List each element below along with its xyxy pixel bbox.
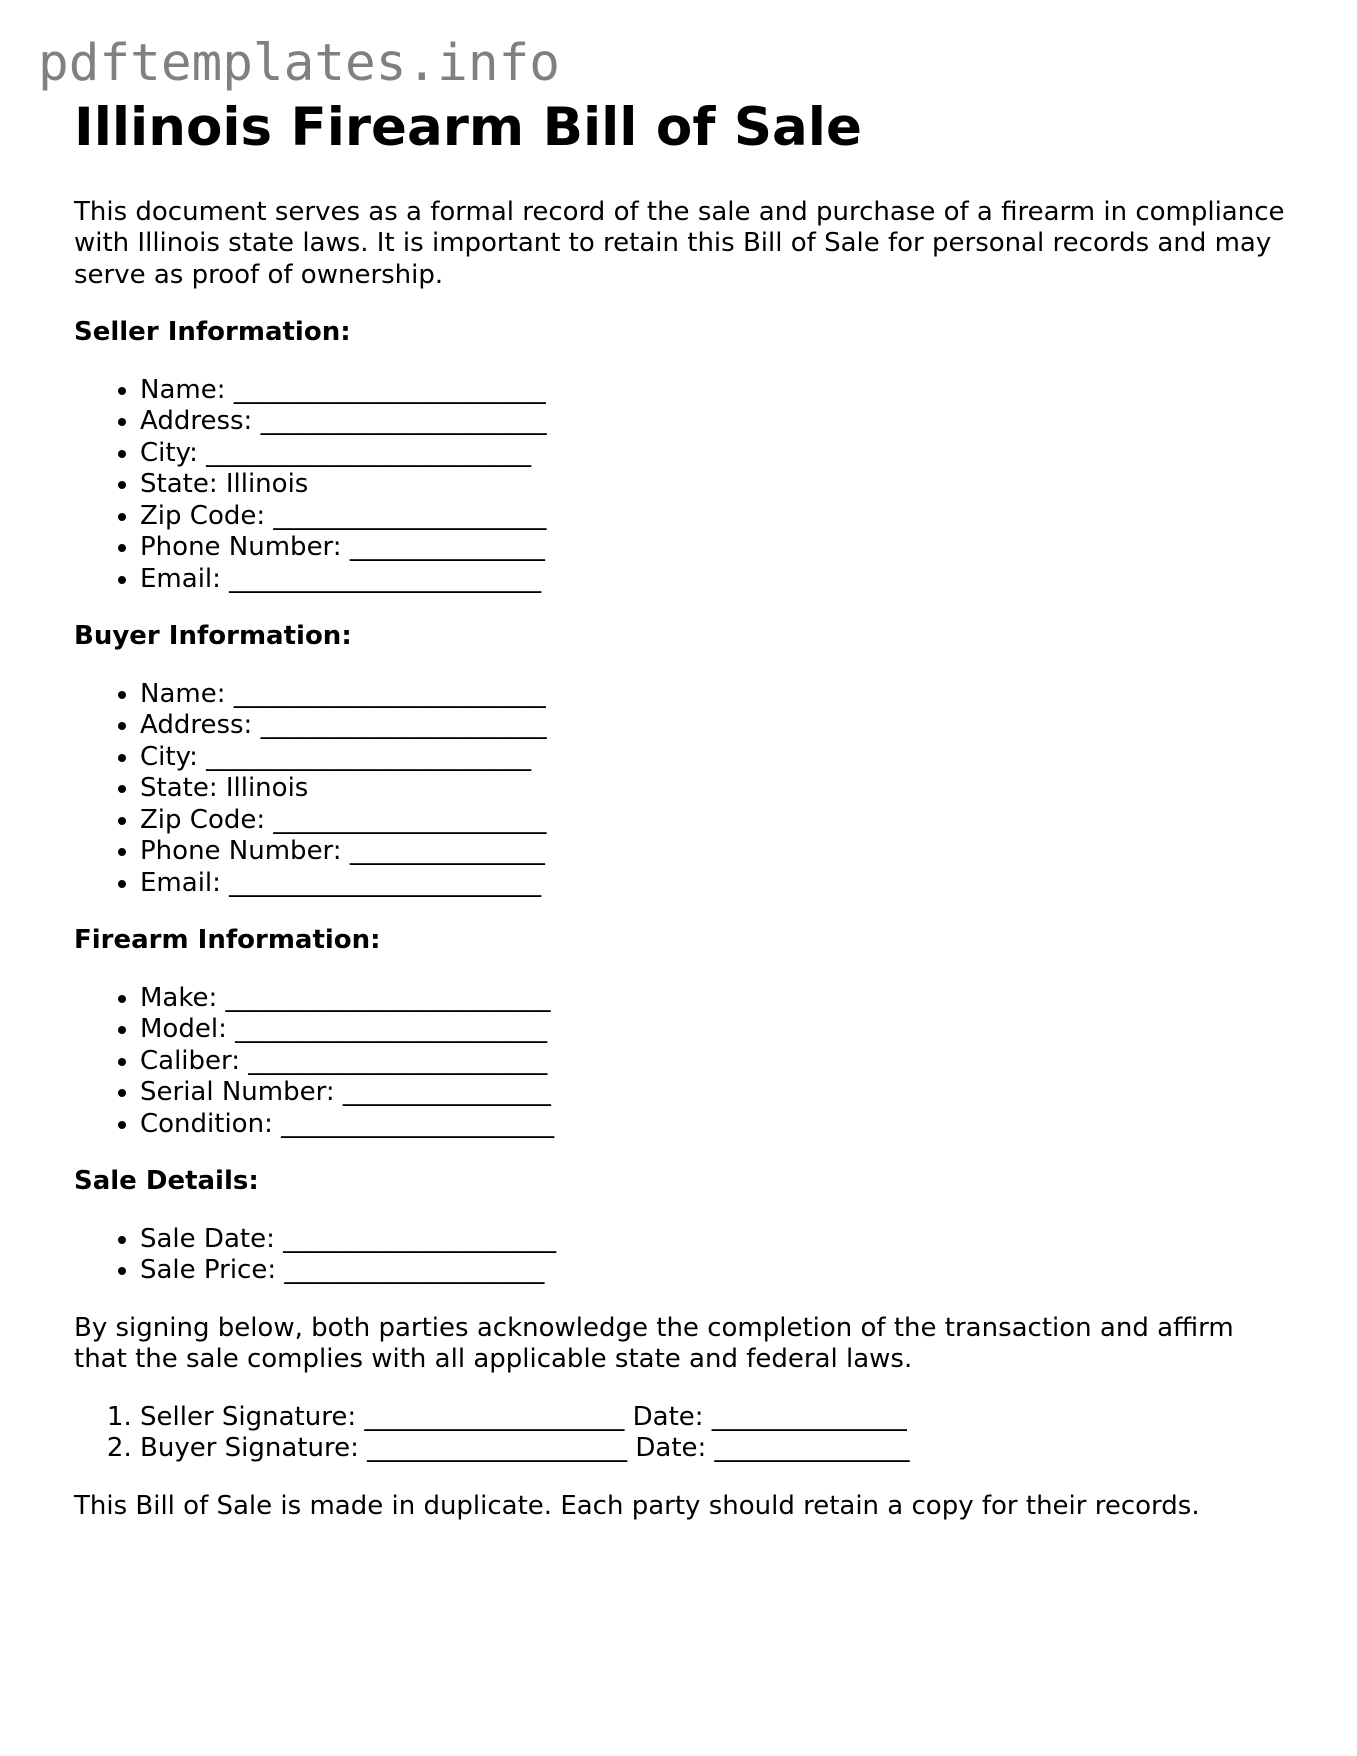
- seller-state-field: • State: Illinois: [140, 469, 1294, 501]
- buyer-list: [74, 679, 1294, 900]
- seller-city-field: • City: _________________________: [140, 438, 1294, 470]
- watermark-text: pdftemplates.info: [38, 34, 560, 93]
- firearm-list: [74, 983, 1294, 1141]
- signature-list: [74, 1402, 1294, 1465]
- buyer-phone-field: • Phone Number: _______________: [140, 836, 1294, 868]
- buyer-heading: Buyer Information:: [74, 621, 352, 652]
- seller-phone-field: • Phone Number: _______________: [140, 532, 1294, 564]
- sale-heading: Sale Details:: [74, 1166, 259, 1197]
- seller-address-field: • Address: ______________________: [140, 406, 1294, 438]
- buyer-address-field: • Address: ______________________: [140, 710, 1294, 742]
- acknowledgement-paragraph: By signing below, both parties acknowledge the completion of the transaction and affirm that the sale complies with all applicable state and federal laws.: [74, 1312, 1234, 1375]
- buyer-state-field: • State: Illinois: [140, 773, 1294, 805]
- buyer-name-field: • Name: ________________________: [140, 679, 1294, 711]
- closing-paragraph: This Bill of Sale is made in duplicate. Each party should retain a copy for their records.: [74, 1490, 1200, 1521]
- sale-list: [74, 1224, 1294, 1287]
- sale-date-field: • Sale Date: _____________________: [140, 1224, 1294, 1256]
- document-title: Illinois Firearm Bill of Sale: [74, 97, 862, 158]
- seller-list: [74, 375, 1294, 596]
- sale-price-field: • Sale Price: ____________________: [140, 1255, 1294, 1287]
- document-page: [74, 96, 1294, 1522]
- seller-signature-line: 1. Seller Signature: ____________________ Date: _______________: [140, 1402, 1294, 1434]
- seller-email-field: • Email: ________________________: [140, 564, 1294, 596]
- firearm-condition-field: • Condition: _____________________: [140, 1109, 1294, 1141]
- firearm-heading: Firearm Information:: [74, 925, 381, 956]
- buyer-email-field: • Email: ________________________: [140, 868, 1294, 900]
- firearm-serial-field: • Serial Number: ________________: [140, 1077, 1294, 1109]
- buyer-signature-line: 2. Buyer Signature: ____________________ Date: _______________: [140, 1433, 1294, 1465]
- intro-paragraph: This document serves as a formal record of the sale and purchase of a firearm in compliance with Illinois state laws. It is important to retain this Bill of Sale for personal records and may serve as proof of ownership.: [74, 196, 1285, 290]
- firearm-caliber-field: • Caliber: _______________________: [140, 1046, 1294, 1078]
- seller-zip-field: • Zip Code: _____________________: [140, 501, 1294, 533]
- firearm-model-field: • Model: ________________________: [140, 1014, 1294, 1046]
- seller-heading: Seller Information:: [74, 317, 351, 348]
- buyer-city-field: • City: _________________________: [140, 742, 1294, 774]
- buyer-zip-field: • Zip Code: _____________________: [140, 805, 1294, 837]
- firearm-make-field: • Make: _________________________: [140, 983, 1294, 1015]
- seller-name-field: • Name: ________________________: [140, 375, 1294, 407]
